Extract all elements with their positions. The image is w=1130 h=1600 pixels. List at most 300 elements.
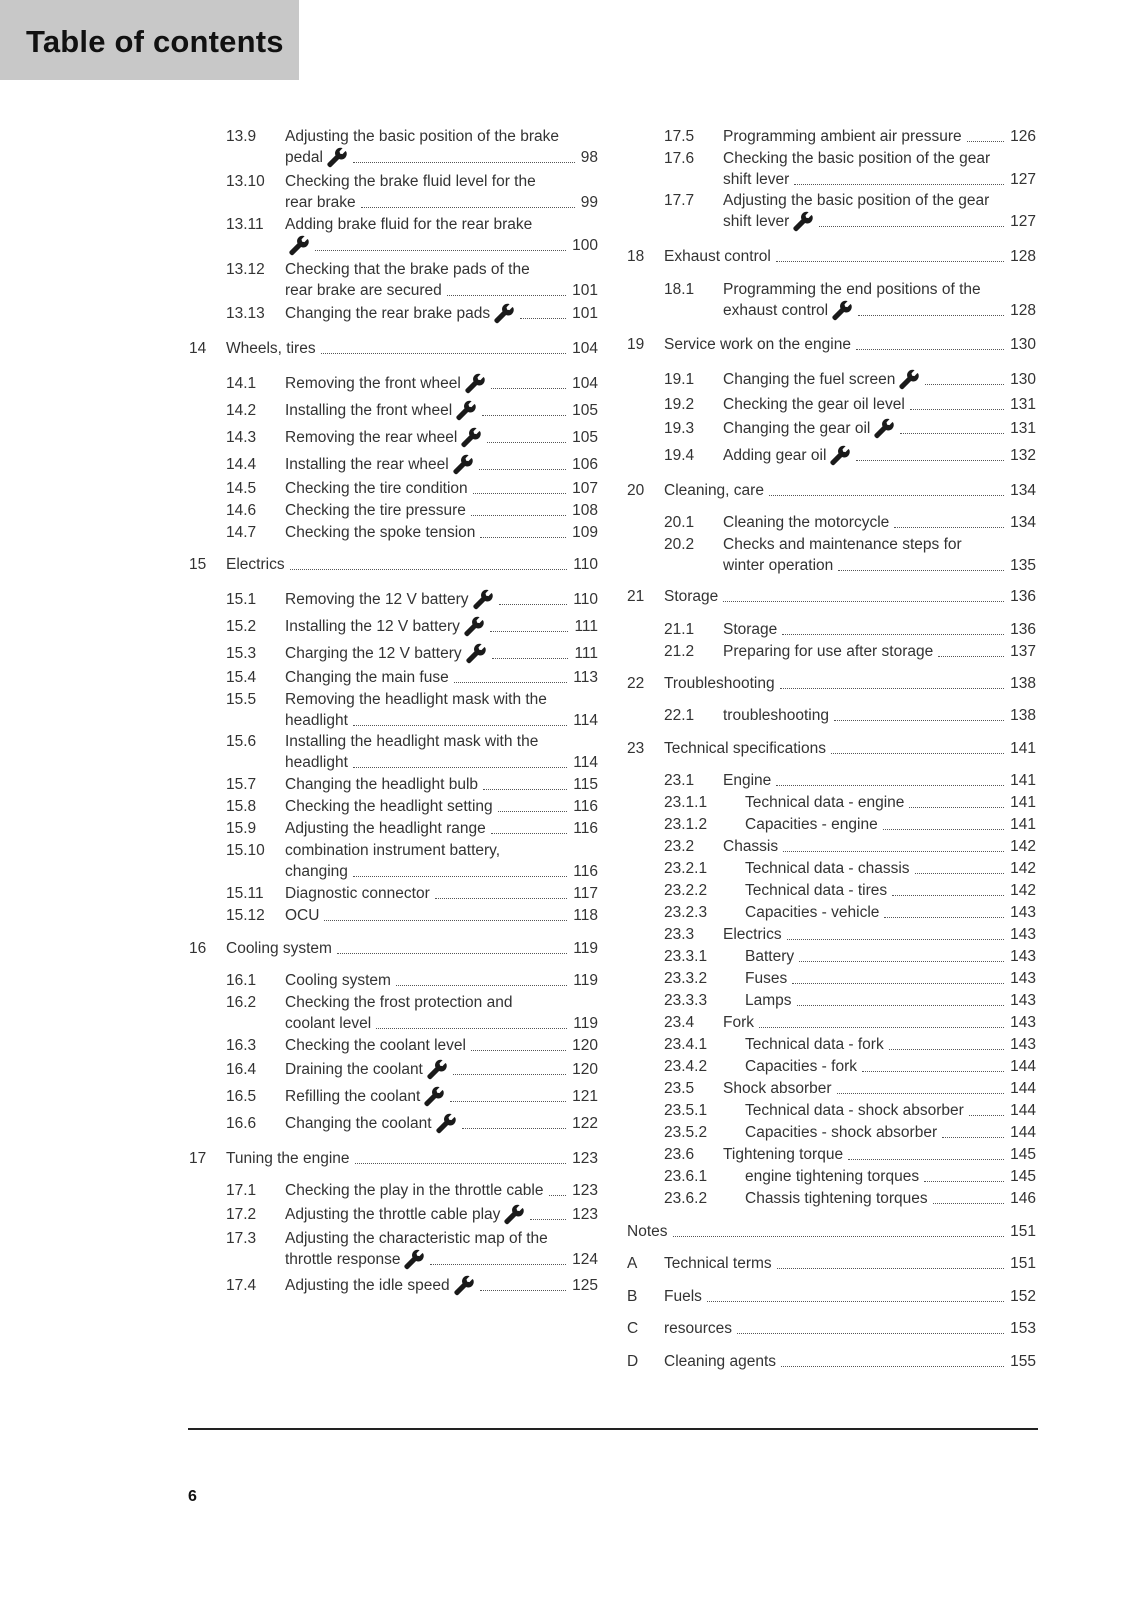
toc-entry-number: 23.2.3 bbox=[664, 904, 708, 921]
toc-entry-page: 108 bbox=[572, 502, 598, 519]
toc-entry-page: 144 bbox=[1010, 1058, 1036, 1075]
toc-entry-page: 142 bbox=[1010, 882, 1036, 899]
toc-entry-page: 143 bbox=[1010, 926, 1036, 943]
toc-entry-number: 22 bbox=[627, 675, 645, 692]
toc-entry-number: 16.4 bbox=[226, 1061, 257, 1078]
toc-entry-text: Shock absorber bbox=[723, 1080, 832, 1097]
dot-leader bbox=[520, 318, 566, 319]
dot-leader bbox=[315, 250, 566, 251]
toc-entry-page: 141 bbox=[1010, 740, 1036, 757]
dot-leader bbox=[723, 601, 1004, 602]
toc-entry-text: Adjusting the basic position of the brake bbox=[285, 128, 560, 145]
toc-entry-title bbox=[285, 1275, 598, 1296]
dot-leader bbox=[925, 384, 1004, 385]
toc-entry-page: 138 bbox=[1010, 707, 1036, 724]
toc-entry-page: 151 bbox=[1010, 1223, 1036, 1240]
toc-entry-title bbox=[745, 946, 1036, 967]
toc-entry-number: 23.2.1 bbox=[664, 860, 708, 877]
toc-entry-text: Checking the spoke tension bbox=[285, 524, 476, 541]
dot-leader bbox=[482, 415, 566, 416]
toc-entry-text: troubleshooting bbox=[723, 707, 829, 724]
toc-entry-page: 99 bbox=[580, 194, 598, 211]
toc-entry-page: 143 bbox=[1010, 1036, 1036, 1053]
dot-leader bbox=[889, 1049, 1004, 1050]
dot-leader bbox=[487, 442, 566, 443]
toc-entry-text: Checking the coolant level bbox=[285, 1037, 466, 1054]
toc-entry-number: 22.1 bbox=[664, 707, 695, 724]
dot-leader bbox=[856, 460, 1004, 461]
dot-leader bbox=[938, 656, 1004, 657]
toc-entry-number: B bbox=[627, 1288, 638, 1305]
toc-entry-text: Electrics bbox=[226, 556, 285, 573]
toc-entry-text: headlight bbox=[285, 754, 348, 771]
toc-entry-text: Checking the tire pressure bbox=[285, 502, 466, 519]
wrench-icon bbox=[464, 373, 486, 394]
toc-entry-page: 114 bbox=[573, 754, 598, 771]
dot-leader bbox=[396, 985, 567, 986]
toc-entry-number: 23.1 bbox=[664, 772, 695, 789]
dot-leader bbox=[884, 917, 1004, 918]
toc-entry-title bbox=[285, 883, 598, 904]
toc-entry-page: 143 bbox=[1010, 970, 1036, 987]
toc-entry-title bbox=[285, 589, 598, 610]
toc-entry-text: Adjusting the basic position of the gear bbox=[723, 192, 990, 209]
toc-entry-number: 14.4 bbox=[226, 456, 257, 473]
dot-leader bbox=[942, 1137, 1004, 1138]
toc-entry-text: Capacities - engine bbox=[745, 816, 878, 833]
toc-entry-text: shift lever bbox=[723, 213, 790, 230]
dot-leader bbox=[453, 1074, 566, 1075]
toc-entry-text: Technical data - chassis bbox=[745, 860, 910, 877]
toc-entry-page: 144 bbox=[1010, 1124, 1036, 1141]
dot-leader bbox=[862, 1071, 1004, 1072]
dot-leader bbox=[492, 658, 569, 659]
toc-entry-text: Adding gear oil bbox=[723, 447, 827, 464]
toc-entry-text: Technical data - fork bbox=[745, 1036, 884, 1053]
dot-leader bbox=[792, 983, 1004, 984]
toc-entry-page: 105 bbox=[572, 402, 598, 419]
toc-entry-number: 16.1 bbox=[226, 972, 257, 989]
dot-leader bbox=[969, 1115, 1004, 1116]
toc-entry-number: 16.6 bbox=[226, 1115, 257, 1132]
toc-entry-number: 17.1 bbox=[226, 1182, 257, 1199]
toc-entry-text: Checking the tire condition bbox=[285, 480, 468, 497]
toc-entry-title bbox=[285, 1180, 598, 1201]
toc-entry-text: Cleaning agents bbox=[664, 1353, 777, 1370]
toc-entry-text: Lamps bbox=[745, 992, 792, 1009]
toc-entry-number: 19.4 bbox=[664, 447, 695, 464]
dot-leader bbox=[769, 495, 1004, 496]
dot-leader bbox=[473, 493, 566, 494]
dot-leader bbox=[777, 1268, 1004, 1269]
footer-rule bbox=[188, 1428, 1038, 1430]
toc-entry-text: Charging the 12 V battery bbox=[285, 645, 462, 662]
dot-leader bbox=[430, 1264, 566, 1265]
toc-entry-number: 15.8 bbox=[226, 798, 257, 815]
toc-entry-title bbox=[285, 214, 598, 256]
toc-entry-text: Wheels, tires bbox=[226, 340, 316, 357]
toc-entry-number: 14.5 bbox=[226, 480, 257, 497]
toc-entry-page: 104 bbox=[572, 375, 598, 392]
toc-entry-page: 100 bbox=[572, 237, 598, 254]
wrench-icon bbox=[288, 235, 310, 256]
page-number: 6 bbox=[188, 1488, 197, 1505]
toc-entry-text: Cleaning the motorcycle bbox=[723, 514, 890, 531]
wrench-icon bbox=[829, 445, 851, 466]
toc-entry-number: 16 bbox=[189, 940, 207, 957]
toc-entry-text: Cooling system bbox=[226, 940, 332, 957]
toc-entry-page: 130 bbox=[1010, 336, 1036, 353]
dot-leader bbox=[797, 1005, 1005, 1006]
toc-entry-title bbox=[723, 445, 1036, 466]
toc-entry-text: engine tightening torques bbox=[745, 1168, 920, 1185]
toc-entry-page: 101 bbox=[572, 305, 598, 322]
toc-entry-page: 146 bbox=[1010, 1190, 1036, 1207]
toc-entry-title bbox=[745, 968, 1036, 989]
toc-entry-title bbox=[723, 126, 1036, 147]
dot-leader bbox=[737, 1333, 1004, 1334]
toc-entry-title bbox=[723, 770, 1036, 791]
toc-entry-text: Installing the 12 V battery bbox=[285, 618, 460, 635]
toc-entry-page: 143 bbox=[1010, 1014, 1036, 1031]
toc-entry-title bbox=[285, 126, 598, 168]
toc-entry-page: 143 bbox=[1010, 992, 1036, 1009]
toc-entry-title bbox=[226, 554, 598, 575]
toc-entry-page: 130 bbox=[1010, 371, 1036, 388]
dot-leader bbox=[848, 1159, 1004, 1160]
toc-entry-title bbox=[723, 1144, 1036, 1165]
toc-entry-number: 13.13 bbox=[226, 305, 265, 322]
toc-entry-text: Storage bbox=[664, 588, 719, 605]
dot-leader bbox=[834, 720, 1004, 721]
toc-entry-page: 113 bbox=[573, 669, 598, 686]
toc-entry-number: 20 bbox=[627, 482, 645, 499]
wrench-icon bbox=[503, 1204, 525, 1225]
toc-entry-title bbox=[285, 992, 598, 1034]
dot-leader bbox=[530, 1219, 566, 1220]
toc-entry-title bbox=[723, 1078, 1036, 1099]
dot-leader bbox=[490, 631, 569, 632]
dot-leader bbox=[353, 162, 575, 163]
dot-leader bbox=[324, 920, 567, 921]
dot-leader bbox=[787, 939, 1005, 940]
toc-entry-number: 15.1 bbox=[226, 591, 257, 608]
toc-entry-title bbox=[664, 334, 1036, 355]
toc-entry-text: exhaust control bbox=[723, 302, 829, 319]
toc-entry-text: Technical data - tires bbox=[745, 882, 888, 899]
toc-entry-page: 118 bbox=[573, 907, 598, 924]
toc-entry-title bbox=[285, 616, 598, 637]
toc-entry-title bbox=[664, 1351, 1036, 1372]
toc-entry-title bbox=[285, 303, 598, 324]
toc-entry-number: 14.1 bbox=[226, 375, 257, 392]
toc-entry-number: A bbox=[627, 1255, 638, 1272]
toc-entry-title bbox=[723, 705, 1036, 726]
dot-leader bbox=[479, 469, 566, 470]
wrench-icon bbox=[435, 1113, 457, 1134]
wrench-icon bbox=[831, 300, 853, 321]
dot-leader bbox=[499, 604, 568, 605]
toc-entry-text: Changing the headlight bulb bbox=[285, 776, 479, 793]
dot-leader bbox=[549, 1195, 567, 1196]
toc-entry-page: 115 bbox=[573, 776, 598, 793]
toc-entry-number: 17.5 bbox=[664, 128, 695, 145]
toc-entry-number: 19 bbox=[627, 336, 645, 353]
dot-leader bbox=[915, 873, 1005, 874]
toc-entry-number: 14 bbox=[189, 340, 207, 357]
dot-leader bbox=[435, 898, 568, 899]
toc-entry-page: 152 bbox=[1010, 1288, 1036, 1305]
dot-leader bbox=[290, 569, 568, 570]
toc-entry-title bbox=[285, 171, 598, 213]
dot-leader bbox=[883, 829, 1004, 830]
toc-entry-text: Adjusting the throttle cable play bbox=[285, 1206, 501, 1223]
toc-entry-page: 126 bbox=[1010, 128, 1036, 145]
toc-entry-title bbox=[285, 427, 598, 448]
dot-leader bbox=[361, 207, 575, 208]
toc-entry-title bbox=[745, 792, 1036, 813]
toc-entry-page: 116 bbox=[573, 820, 598, 837]
toc-entry-text: Checking the frost protection and bbox=[285, 994, 513, 1011]
toc-entry-number: 19.3 bbox=[664, 420, 695, 437]
dot-leader bbox=[799, 961, 1004, 962]
toc-entry-number: 15 bbox=[189, 556, 207, 573]
toc-entry-text: Notes bbox=[627, 1223, 668, 1240]
dot-leader bbox=[471, 515, 566, 516]
toc-entry-number: 15.12 bbox=[226, 907, 265, 924]
toc-entry-text: Service work on the engine bbox=[664, 336, 851, 353]
wrench-icon bbox=[423, 1086, 445, 1107]
toc-entry-title bbox=[745, 1056, 1036, 1077]
toc-entry-title bbox=[285, 522, 598, 543]
toc-entry-number: 23.6 bbox=[664, 1146, 695, 1163]
toc-entry-title bbox=[723, 394, 1036, 415]
toc-entry-text: Tightening torque bbox=[723, 1146, 844, 1163]
dot-leader bbox=[759, 1027, 1004, 1028]
toc-entry-page: 117 bbox=[573, 885, 598, 902]
toc-entry-page: 106 bbox=[572, 456, 598, 473]
dot-leader bbox=[321, 353, 567, 354]
toc-entry-page: 131 bbox=[1010, 420, 1036, 437]
toc-entry-number: 13.10 bbox=[226, 173, 265, 190]
toc-entry-text: winter operation bbox=[723, 557, 834, 574]
dot-leader bbox=[892, 895, 1004, 896]
dot-leader bbox=[780, 688, 1005, 689]
toc-entry-number: 15.6 bbox=[226, 733, 257, 750]
toc-entry-text: Diagnostic connector bbox=[285, 885, 430, 902]
toc-entry-title bbox=[723, 190, 1036, 232]
toc-entry-text: Troubleshooting bbox=[664, 675, 775, 692]
toc-entry-title bbox=[723, 619, 1036, 640]
dot-leader bbox=[498, 811, 568, 812]
toc-entry-number: 17.4 bbox=[226, 1277, 257, 1294]
toc-entry-number: 23.1.2 bbox=[664, 816, 708, 833]
toc-entry-title bbox=[723, 279, 1036, 321]
toc-entry-title bbox=[745, 814, 1036, 835]
toc-entry-title bbox=[285, 667, 598, 688]
toc-entry-title bbox=[664, 1253, 1036, 1274]
toc-entry-number: 16.5 bbox=[226, 1088, 257, 1105]
toc-entry-title bbox=[664, 673, 1036, 694]
toc-entry-number: 23.5 bbox=[664, 1080, 695, 1097]
toc-entry-page: 141 bbox=[1010, 794, 1036, 811]
toc-entry-text: Adding brake fluid for the rear brake bbox=[285, 216, 533, 233]
dot-leader bbox=[480, 1290, 567, 1291]
toc-entry-page: 141 bbox=[1010, 772, 1036, 789]
toc-entry-text: Changing the gear oil bbox=[723, 420, 871, 437]
dot-leader bbox=[450, 1101, 566, 1102]
toc-entry-number: 16.2 bbox=[226, 994, 257, 1011]
toc-entry-page: 119 bbox=[573, 940, 598, 957]
toc-entry-text: Removing the front wheel bbox=[285, 375, 461, 392]
toc-entry-page: 123 bbox=[572, 1182, 598, 1199]
toc-entry-title bbox=[723, 1012, 1036, 1033]
toc-entry-number: 23.4.2 bbox=[664, 1058, 708, 1075]
toc-entry-title bbox=[627, 1221, 1036, 1242]
toc-entry-number: 15.2 bbox=[226, 618, 257, 635]
dot-leader bbox=[831, 753, 1004, 754]
toc-entry-title bbox=[745, 1100, 1036, 1121]
toc-entry-text: headlight bbox=[285, 712, 348, 729]
toc-entry-text: Installing the front wheel bbox=[285, 402, 453, 419]
toc-entry-number: 17.6 bbox=[664, 150, 695, 167]
dot-leader bbox=[462, 1128, 567, 1129]
toc-entry-number: 21 bbox=[627, 588, 645, 605]
wrench-icon bbox=[465, 643, 487, 664]
toc-entry-text: Battery bbox=[745, 948, 795, 965]
toc-entry-title bbox=[285, 1059, 598, 1080]
toc-entry-text: Changing the main fuse bbox=[285, 669, 449, 686]
toc-entry-page: 143 bbox=[1010, 904, 1036, 921]
toc-entry-title bbox=[664, 738, 1036, 759]
toc-entry-text: Tuning the engine bbox=[226, 1150, 350, 1167]
toc-entry-page: 145 bbox=[1010, 1146, 1036, 1163]
toc-entry-text: Checking the gear oil level bbox=[723, 396, 905, 413]
toc-entry-text: Chassis tightening torques bbox=[745, 1190, 928, 1207]
toc-entry-text: Adjusting the headlight range bbox=[285, 820, 486, 837]
toc-entry-title bbox=[664, 1286, 1036, 1307]
toc-entry-page: 110 bbox=[573, 591, 598, 608]
toc-entry-title bbox=[285, 400, 598, 421]
toc-entry-title bbox=[664, 1318, 1036, 1339]
toc-entry-title bbox=[285, 970, 598, 991]
toc-entry-text: Electrics bbox=[723, 926, 782, 943]
toc-entry-number: 21.1 bbox=[664, 621, 695, 638]
dot-leader bbox=[353, 767, 567, 768]
toc-entry-page: 107 bbox=[572, 480, 598, 497]
toc-entry-page: 111 bbox=[574, 618, 598, 635]
toc-entry-number: 23.5.1 bbox=[664, 1102, 708, 1119]
toc-entry-title bbox=[723, 836, 1036, 857]
toc-entry-text: Checking the brake fluid level for the bbox=[285, 173, 536, 190]
toc-entry-number: 20.1 bbox=[664, 514, 695, 531]
toc-entry-number: D bbox=[627, 1353, 639, 1370]
toc-entry-page: 109 bbox=[572, 524, 598, 541]
toc-entry-page: 144 bbox=[1010, 1080, 1036, 1097]
wrench-icon bbox=[463, 616, 485, 637]
toc-entry-title bbox=[723, 418, 1036, 439]
toc-entry-title bbox=[285, 840, 598, 882]
wrench-icon bbox=[326, 147, 348, 168]
toc-entry-title bbox=[285, 731, 598, 773]
dot-leader bbox=[910, 409, 1004, 410]
toc-entry-number: 19.2 bbox=[664, 396, 695, 413]
toc-entry-text: coolant level bbox=[285, 1015, 372, 1032]
toc-entry-number: 21.2 bbox=[664, 643, 695, 660]
toc-entry-page: 127 bbox=[1010, 213, 1036, 230]
toc-entry-title bbox=[226, 338, 598, 359]
toc-entry-page: 104 bbox=[572, 340, 598, 357]
toc-entry-number: 15.10 bbox=[226, 842, 265, 859]
toc-entry-title bbox=[285, 478, 598, 499]
toc-entry-title bbox=[745, 880, 1036, 901]
wrench-icon bbox=[426, 1059, 448, 1080]
toc-entry-title bbox=[745, 1188, 1036, 1209]
toc-entry-page: 111 bbox=[574, 645, 598, 662]
toc-entry-text: combination instrument battery, bbox=[285, 842, 501, 859]
toc-entry-title bbox=[285, 1204, 598, 1225]
toc-entry-page: 122 bbox=[572, 1115, 598, 1132]
dot-leader bbox=[491, 388, 566, 389]
dot-leader bbox=[707, 1301, 1004, 1302]
toc-entry-page: 142 bbox=[1010, 838, 1036, 855]
toc-entry-number: 23.4 bbox=[664, 1014, 695, 1031]
toc-entry-number: 23.3.2 bbox=[664, 970, 708, 987]
wrench-icon bbox=[493, 303, 515, 324]
toc-entry-text: Changing the rear brake pads bbox=[285, 305, 491, 322]
dot-leader bbox=[454, 682, 568, 683]
toc-entry-number: 15.3 bbox=[226, 645, 257, 662]
toc-entry-title bbox=[745, 858, 1036, 879]
toc-entry-text: Capacities - fork bbox=[745, 1058, 857, 1075]
toc-entry-page: 123 bbox=[572, 1150, 598, 1167]
toc-entry-title bbox=[723, 924, 1036, 945]
toc-entry-text: Storage bbox=[723, 621, 778, 638]
toc-entry-number: 13.12 bbox=[226, 261, 265, 278]
toc-entry-page: 136 bbox=[1010, 588, 1036, 605]
toc-entry-page: 145 bbox=[1010, 1168, 1036, 1185]
dot-leader bbox=[782, 634, 1004, 635]
wrench-icon bbox=[403, 1249, 425, 1270]
toc-entry-text: Technical specifications bbox=[664, 740, 826, 757]
toc-entry-number: 23.4.1 bbox=[664, 1036, 708, 1053]
toc-entry-title bbox=[664, 480, 1036, 501]
toc-entry-page: 123 bbox=[572, 1206, 598, 1223]
toc-entry-number: 23.2 bbox=[664, 838, 695, 855]
dot-leader bbox=[909, 807, 1004, 808]
toc-entry-number: 23.3.3 bbox=[664, 992, 708, 1009]
toc-entry-text: Adjusting the idle speed bbox=[285, 1277, 450, 1294]
toc-entry-page: 114 bbox=[573, 712, 598, 729]
dot-leader bbox=[894, 527, 1004, 528]
toc-entry-page: 116 bbox=[573, 798, 598, 815]
toc-entry-page: 120 bbox=[572, 1061, 598, 1078]
toc-entry-number: 19.1 bbox=[664, 371, 695, 388]
toc-entry-text: Capacities - vehicle bbox=[745, 904, 880, 921]
dot-leader bbox=[781, 1366, 1004, 1367]
toc-entry-text: OCU bbox=[285, 907, 320, 924]
toc-entry-text: Removing the rear wheel bbox=[285, 429, 458, 446]
toc-entry-text: Removing the 12 V battery bbox=[285, 591, 469, 608]
toc-entry-text: Changing the fuel screen bbox=[723, 371, 896, 388]
toc-entry-number: 16.3 bbox=[226, 1037, 257, 1054]
toc-entry-text: Draining the coolant bbox=[285, 1061, 423, 1078]
toc-entry-page: 125 bbox=[572, 1277, 598, 1294]
dot-leader bbox=[353, 876, 567, 877]
toc-entry-text: Fuels bbox=[664, 1288, 702, 1305]
wrench-icon bbox=[898, 369, 920, 390]
dot-leader bbox=[353, 725, 567, 726]
